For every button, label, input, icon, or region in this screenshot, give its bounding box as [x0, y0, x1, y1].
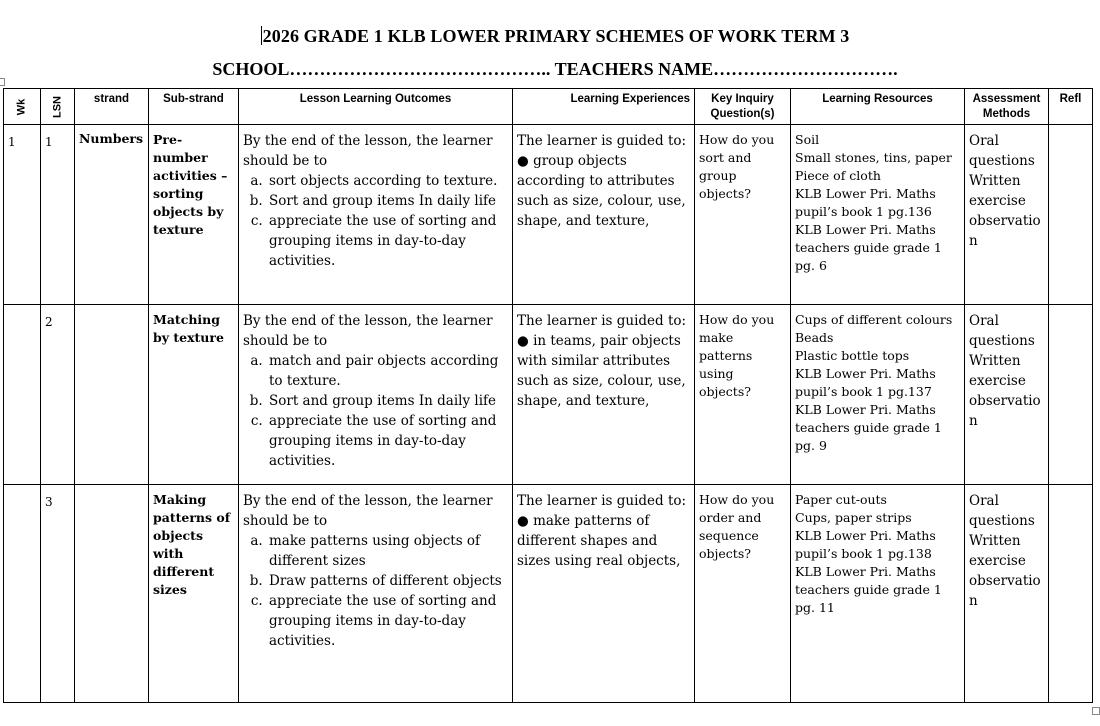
resources-cell	[791, 305, 965, 485]
assessment-item: observation	[969, 393, 1041, 429]
experiences-cell	[513, 485, 695, 703]
resource-item: Small stones, tins, paper	[795, 150, 952, 165]
document-title	[0, 26, 1100, 47]
reflection-cell	[1049, 305, 1093, 485]
strand-cell: Numbers	[75, 125, 149, 305]
outcomes-list	[243, 351, 508, 471]
assessment-item: Written exercise	[969, 173, 1026, 209]
substrand-cell: Making patterns of objects with different sizes	[149, 485, 239, 703]
assessment-item: Oral questions	[969, 493, 1035, 529]
col-header-experiences: Learning Experiences	[513, 89, 695, 125]
inquiry-cell: How do you sort and group objects?	[695, 125, 791, 305]
resource-item: KLB Lower Pri. Maths pupil’s book 1 pg.137	[795, 366, 936, 399]
assessment-cell	[965, 485, 1049, 703]
schemes-of-work-table	[3, 88, 1093, 703]
list-item: a. match and pair objects according to texture.	[267, 351, 508, 391]
text-cursor	[261, 26, 262, 45]
col-header-lsn-text: LSN	[51, 95, 63, 118]
experiences-bullet: ● make patterns of different shapes and sizes using real objects,	[517, 513, 681, 569]
table-row	[4, 125, 1093, 305]
resource-item: Cups of different colours	[795, 312, 953, 327]
list-item: c. appreciate the use of sorting and grouping items in day-to-day activities.	[267, 411, 508, 471]
experiences-intro: The learner is guided to:	[517, 313, 687, 329]
list-item: a. sort objects according to texture.	[267, 171, 508, 191]
reflection-cell	[1049, 485, 1093, 703]
col-header-substrand: Sub-strand	[149, 89, 239, 125]
resource-item: KLB Lower Pri. Maths teachers guide grade 1 pg. 9	[795, 402, 942, 453]
resource-item: Plastic bottle tops	[795, 348, 910, 363]
col-header-assessment: Assessment Methods	[965, 89, 1049, 125]
resources-cell	[791, 125, 965, 305]
col-header-reflection: Refl	[1049, 89, 1093, 125]
header-row	[4, 89, 1093, 125]
col-header-lsn	[41, 89, 75, 125]
assessment-cell	[965, 125, 1049, 305]
week-cell	[4, 305, 41, 485]
experiences-bullet: ● in teams, pair objects with similar attributes such as size, colour, use, shape, and texture,	[517, 333, 686, 409]
col-header-resources: Learning Resources	[791, 89, 965, 125]
experiences-cell	[513, 125, 695, 305]
list-item: b. Draw patterns of different objects	[267, 571, 508, 591]
table-row	[4, 485, 1093, 703]
week-cell: 1	[4, 125, 41, 305]
lesson-cell: 3	[41, 485, 75, 703]
col-header-inquiry: Key Inquiry Question(s)	[695, 89, 791, 125]
assessment-item: Written exercise	[969, 533, 1026, 569]
outcomes-intro: By the end of the lesson, the learner should be to	[243, 133, 493, 169]
col-header-wk-text: Wk	[15, 98, 28, 115]
strand-cell	[75, 485, 149, 703]
title-text: 2026 GRADE 1 KLB LOWER PRIMARY SCHEMES OF WORK TERM 3	[262, 26, 850, 46]
resource-item: Paper cut-outs	[795, 492, 887, 507]
week-cell	[4, 485, 41, 703]
assessment-item: Oral questions	[969, 133, 1035, 169]
assessment-item: observation	[969, 213, 1041, 249]
col-header-wk	[4, 89, 41, 125]
resource-item: Cups, paper strips	[795, 510, 912, 525]
inquiry-cell: How do you make patterns using objects?	[695, 305, 791, 485]
substrand-cell: Pre-number activities – sorting objects by texture	[149, 125, 239, 305]
assessment-item: observation	[969, 573, 1041, 609]
outcomes-intro: By the end of the lesson, the learner should be to	[243, 313, 493, 349]
lesson-cell: 1	[41, 125, 75, 305]
outcomes-list	[243, 171, 508, 271]
col-header-strand: strand	[75, 89, 149, 125]
outcomes-cell	[239, 305, 513, 485]
assessment-cell	[965, 305, 1049, 485]
col-header-outcomes: Lesson Learning Outcomes	[239, 89, 513, 125]
experiences-bullet: ● group objects according to attributes such as size, colour, use, shape, and texture,	[517, 153, 686, 229]
assessment-item: Oral questions	[969, 313, 1035, 349]
outcomes-list	[243, 531, 508, 651]
outcomes-cell	[239, 125, 513, 305]
experiences-intro: The learner is guided to:	[517, 133, 687, 149]
resource-item: Soil	[795, 132, 820, 147]
list-item: a. make patterns using objects of different sizes	[267, 531, 508, 571]
outcomes-cell	[239, 485, 513, 703]
resource-item: Piece of cloth	[795, 168, 881, 183]
resource-item: KLB Lower Pri. Maths teachers guide grade 1 pg. 6	[795, 222, 942, 273]
table-move-handle[interactable]	[0, 78, 5, 86]
experiences-intro: The learner is guided to:	[517, 493, 687, 509]
document-subtitle: SCHOOL…………………………………….. TEACHERS NAME………………………….	[212, 59, 898, 79]
resource-item: KLB Lower Pri. Maths teachers guide grade 1 pg. 11	[795, 564, 942, 615]
assessment-item: Written exercise	[969, 353, 1026, 389]
table-row	[4, 305, 1093, 485]
list-item: c. appreciate the use of sorting and grouping items in day-to-day activities.	[267, 591, 508, 651]
substrand-cell: Matching by texture	[149, 305, 239, 485]
list-item: b. Sort and group items In daily life	[267, 191, 508, 211]
resource-item: Beads	[795, 330, 834, 345]
inquiry-cell: How do you order and sequence objects?	[695, 485, 791, 703]
list-item: b. Sort and group items In daily life	[267, 391, 508, 411]
table-resize-handle[interactable]	[1092, 707, 1100, 715]
lesson-cell: 2	[41, 305, 75, 485]
outcomes-intro: By the end of the lesson, the learner should be to	[243, 493, 493, 529]
reflection-cell	[1049, 125, 1093, 305]
strand-cell	[75, 305, 149, 485]
resources-cell	[791, 485, 965, 703]
experiences-cell	[513, 305, 695, 485]
resource-item: KLB Lower Pri. Maths pupil’s book 1 pg.136	[795, 186, 936, 219]
list-item: c. appreciate the use of sorting and grouping items in day-to-day activities.	[267, 211, 508, 271]
resource-item: KLB Lower Pri. Maths pupil’s book 1 pg.138	[795, 528, 936, 561]
